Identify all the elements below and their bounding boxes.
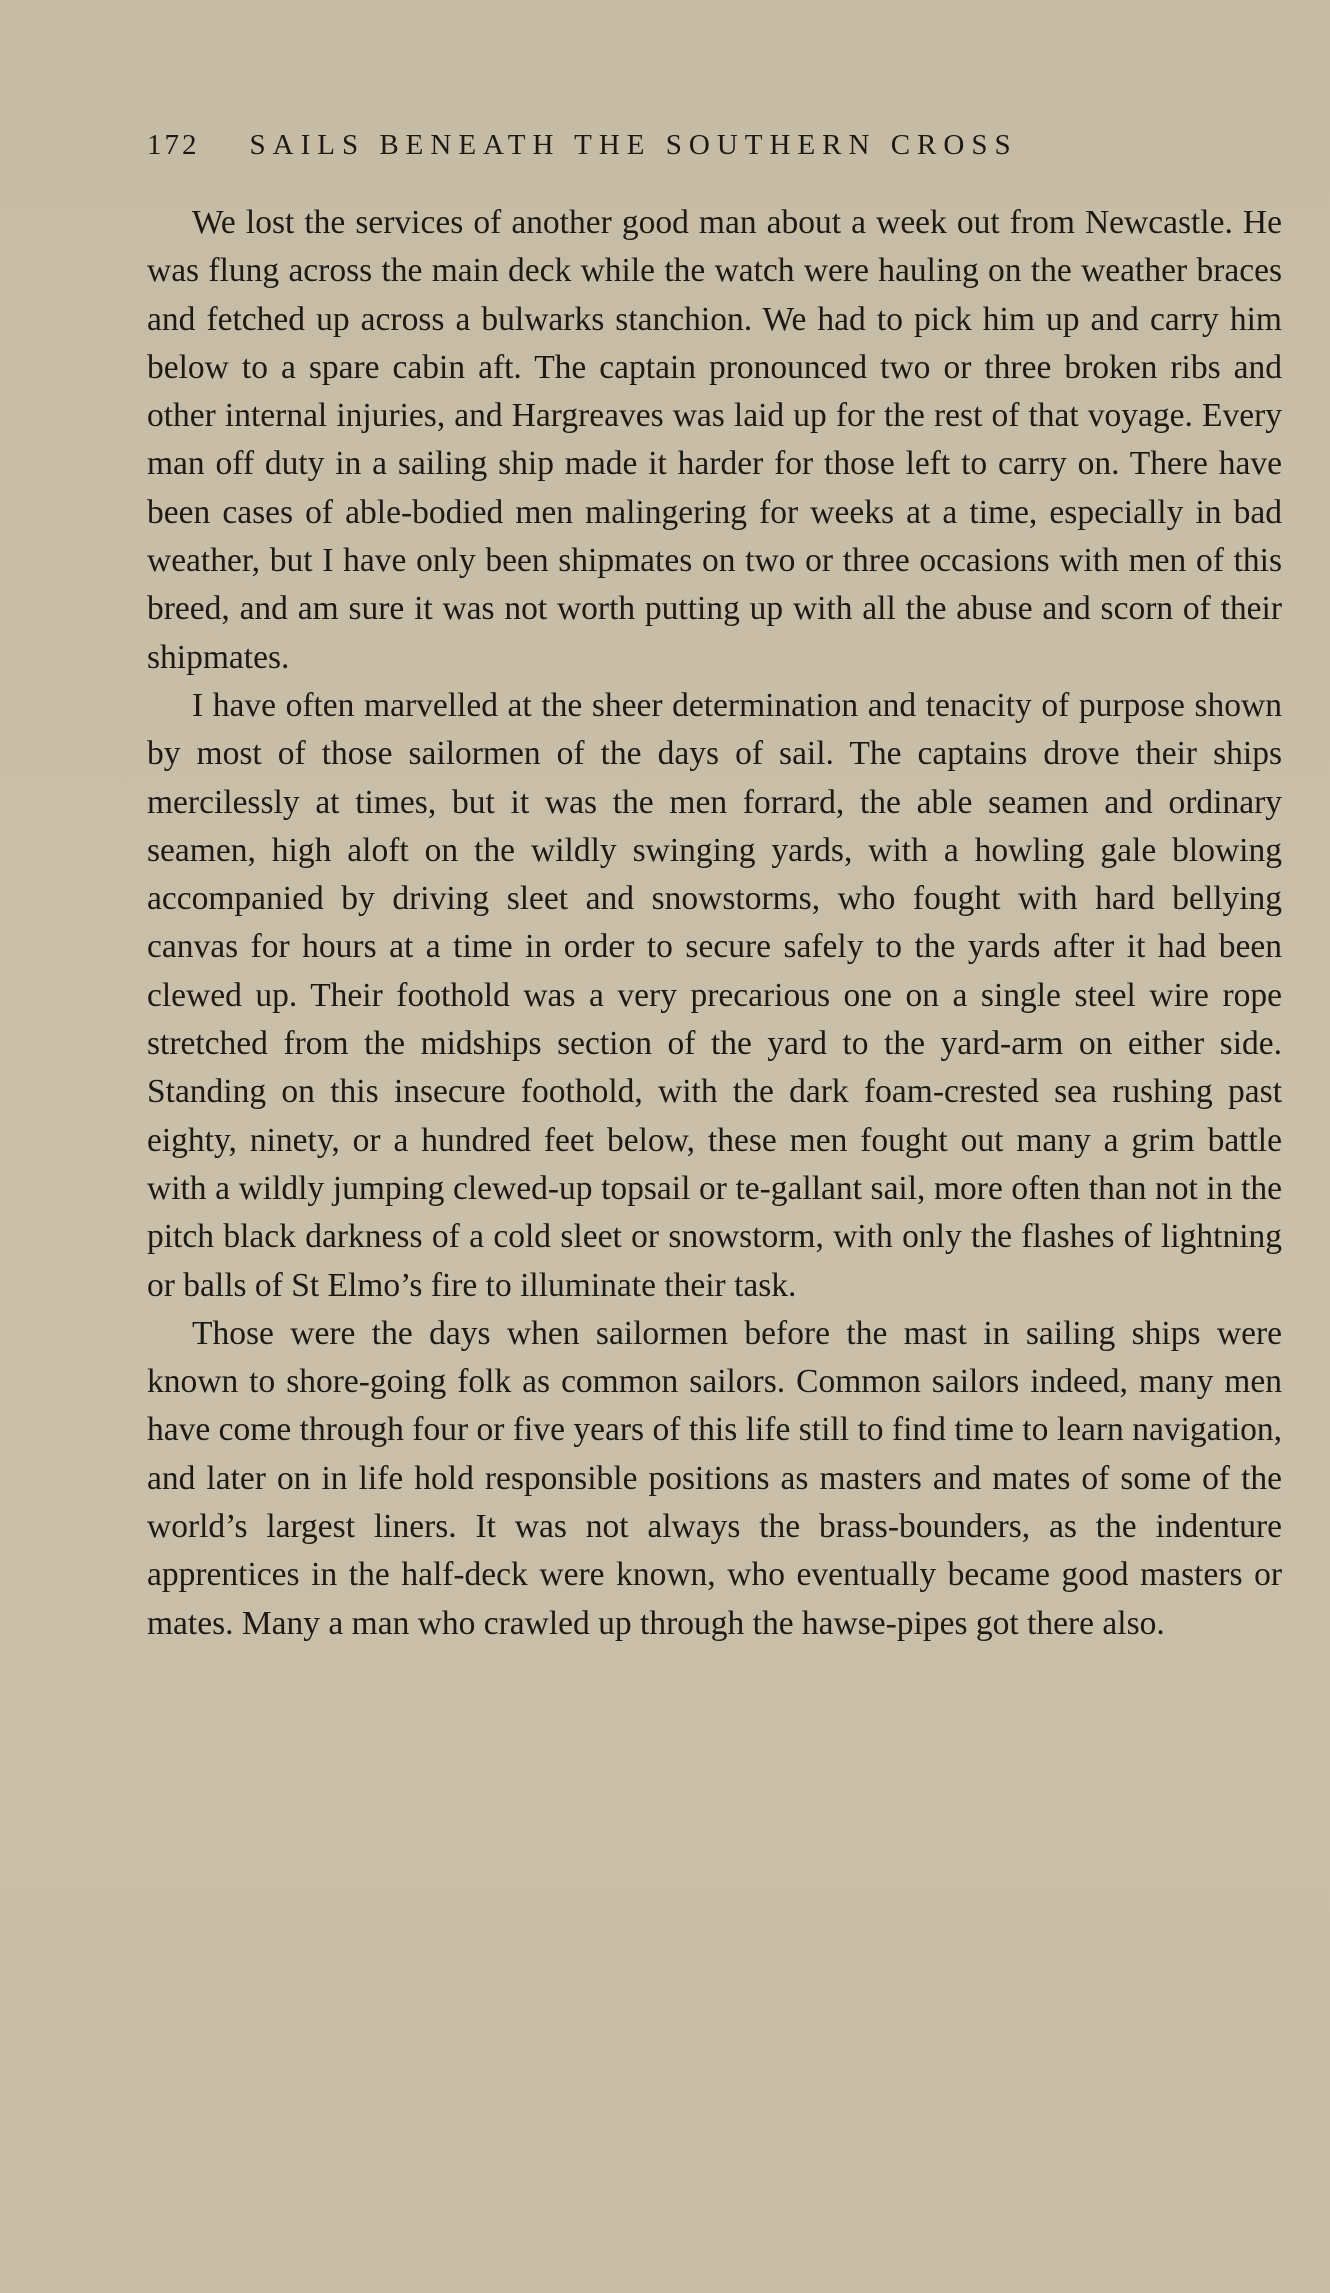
running-head [147, 125, 1227, 165]
paragraph-1: We lost the services of another good man about a week out from Newcastle. He was flung across the main deck while the watch were hauling on the weather braces and fetched up across a bulwarks stanchion. We had to pick him up and carry him below to a spare cabin aft. The captain pronounced two or three broken ribs and other internal injuries, and Hargreaves was laid up for the rest of that voyage. Every man off duty in a sailing ship made it harder for those left to carry on. There have been cases of able-bodied men malingering for weeks at a time, especially in bad weather, but I have only been shipmates on two or three occasions with men of this breed, and am sure it was not worth putting up with all the abuse and scorn of their shipmates. [147, 204, 1282, 676]
paragraph-2: I have often marvelled at the sheer determination and tenacity of purpose shown by most of those sailormen of the days of sail. The captains drove their ships mercilessly at times, but it was the men forrard, the able seamen and ordinary seamen, high aloft on the wildly swinging yards, with a howling gale blowing accompanied by driving sleet and snowstorms, who fought with hard bellying canvas for hours at a time in order to secure safely to the yards after it had been clewed up. Their foothold was a very precarious one on a single steel wire rope stretched from the midships section of the yard to the yard-arm on either side. Standing on this insecure foothold, with the dark foam-crested sea rushing past eighty, ninety, or a hundred feet below, these men fought out many a grim battle with a wildly jumping clewed-up topsail or te-gallant sail, more often than not in the pitch black darkness of a cold sleet or snowstorm, with only the flashes of lightning or balls of St Elmo’s fire to illuminate their task. [147, 686, 1282, 1304]
book-title: SAILS BENEATH THE SOUTHERN CROSS [249, 129, 1018, 161]
body-text [147, 199, 1282, 1648]
page-number: 172 [147, 129, 200, 161]
paragraph-3: Those were the days when sailormen before the mast in sailing ships were known to shore-going folk as common sailors. Common sailors indeed, many men have come through four or five years of this life still to find time to learn navigation, and later on in life hold responsible positions as masters and mates of some of the world’s largest liners. It was not always the brass-bounders, as the indenture apprentices in the half-deck were known, who eventually became good masters or mates. Many a man who crawled up through the hawse-pipes got there also. [147, 1314, 1282, 1642]
